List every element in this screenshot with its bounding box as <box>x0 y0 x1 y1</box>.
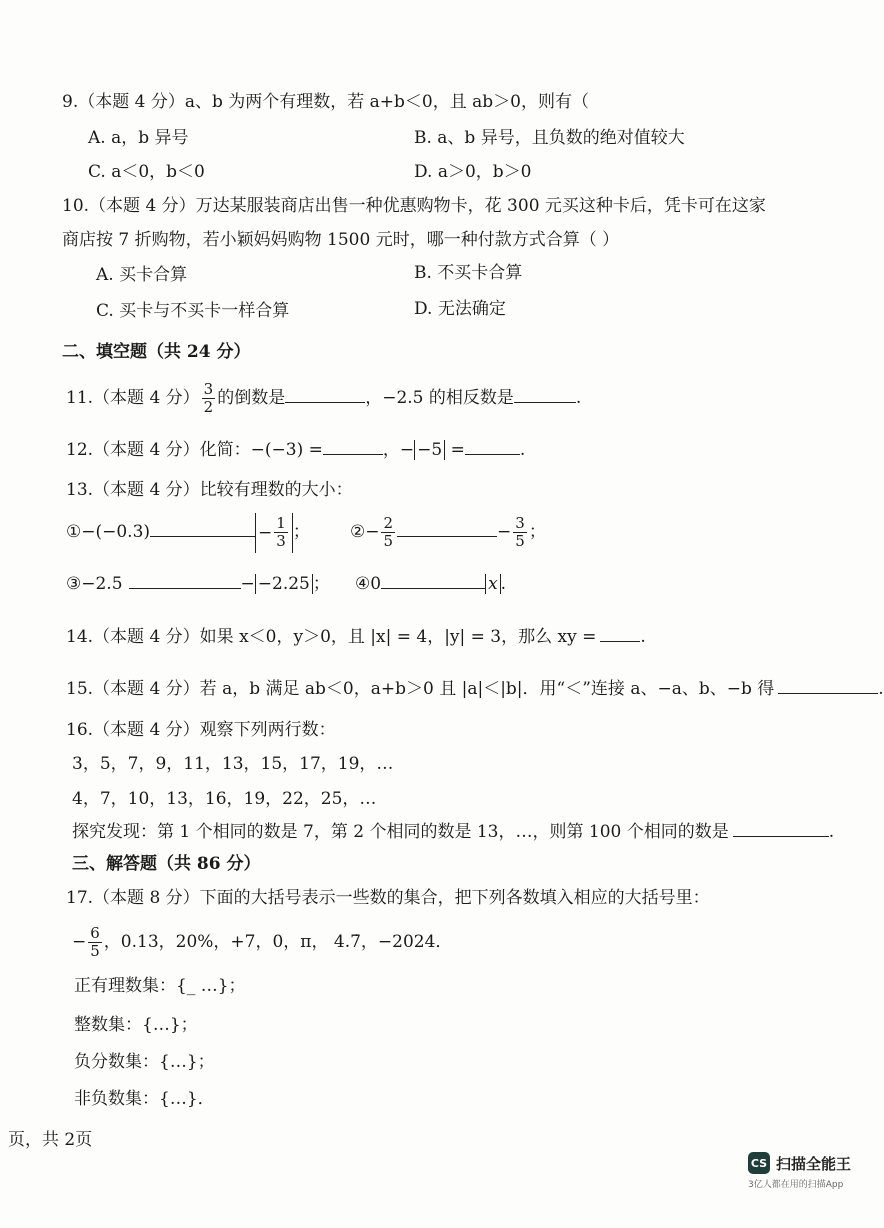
set-integer: 整数集：{…}； <box>74 1015 198 1035</box>
fraction-denominator: 5 <box>515 532 525 550</box>
fraction-denominator: 5 <box>383 532 394 550</box>
minus-sign: − <box>72 932 87 952</box>
answer-blank[interactable] <box>514 384 576 403</box>
fraction-denominator: 3 <box>276 532 286 550</box>
question-16-stem: 16.（本题 4 分）观察下列两行数： <box>66 720 336 740</box>
scanner-watermark <box>748 1152 851 1174</box>
number-list: ，0.13，20%，+7，0，π， 4.7̇，−2024． <box>103 932 453 952</box>
absolute-value: x <box>485 574 501 594</box>
question-10-option-d: D. 无法确定 <box>414 299 506 319</box>
answer-blank[interactable] <box>465 436 520 455</box>
fraction-numerator: 1 <box>276 514 286 532</box>
period: . <box>640 627 646 647</box>
minus-sign: − <box>240 574 255 594</box>
semicolon: ； <box>292 522 310 542</box>
question-10-stem-line1: 10.（本题 4 分）万达某服装商店出售一种优惠购物卡，花 300 元买这种卡后，凭卡可在这家 <box>62 196 766 216</box>
fraction-2-5 <box>381 515 395 550</box>
scanner-app-tagline: 3亿人都在用的扫描App <box>748 1180 844 1190</box>
set-positive-rational: 正有理数集：{_ …}； <box>74 976 246 996</box>
fraction-numerator: 3 <box>515 514 525 532</box>
question-13-part-4 <box>355 570 506 596</box>
answer-blank[interactable] <box>600 623 640 642</box>
minus-sign: − <box>497 522 512 542</box>
question-16-row-2: 4，7，10，13，16，19，22，25，… <box>72 789 377 809</box>
question-16-row-1: 3，5，7，9，11，13，15，17，19，… <box>72 754 394 774</box>
set-negative-fraction: 负分数集：{…}； <box>74 1052 215 1072</box>
part-1-label: ①−(−0.3) <box>66 522 151 542</box>
minus-sign: − <box>399 440 415 460</box>
part-4-label: ④0 <box>355 574 382 594</box>
answer-blank[interactable] <box>381 570 485 589</box>
fraction-denominator: 5 <box>90 942 100 960</box>
fraction-numerator: 3 <box>203 380 214 398</box>
period: . <box>575 388 582 408</box>
answer-blank[interactable] <box>397 518 497 537</box>
answer-blank[interactable] <box>323 436 383 455</box>
semicolon: ； <box>312 574 330 594</box>
question-10-option-a: A. 买卡合算 <box>96 265 188 285</box>
camscanner-logo-icon: CS <box>748 1152 770 1174</box>
fraction-3-5 <box>513 515 527 550</box>
question-10-option-b: B. 不买卡合算 <box>414 263 523 283</box>
answer-blank[interactable] <box>733 818 829 837</box>
minus-sign: − <box>258 522 273 543</box>
question-12 <box>66 436 525 462</box>
question-14 <box>66 623 646 649</box>
period: . <box>500 574 507 594</box>
question-9-option-d: D. a＞0，b＞0 <box>414 162 532 182</box>
equals-sign: = <box>445 440 465 460</box>
question-17-numbers <box>72 922 452 962</box>
question-13-part-2 <box>350 512 546 552</box>
question-12-expr1: −(−3) = <box>250 440 323 460</box>
answer-blank[interactable] <box>285 384 365 403</box>
question-12-prefix: 12.（本题 4 分）化简： <box>66 440 251 460</box>
question-17-stem: 17.（本题 8 分）下面的大括号表示一些数的集合，把下列各数填入相应的大括号里： <box>66 888 710 908</box>
question-16-explore-text: 探究发现：第 1 个相同的数是 7，第 2 个相同的数是 13，…，则第 100 个相同的数是 <box>72 822 729 842</box>
question-9-option-a: A. a，b 异号 <box>88 128 189 148</box>
absolute-value: −5 <box>414 440 445 460</box>
question-13-stem: 13.（本题 4 分）比较有理数的大小： <box>66 480 353 500</box>
fraction-3-2 <box>202 381 216 416</box>
section-fill-in-heading: 二、填空题（共 24 分） <box>62 342 251 362</box>
question-15-text: 15.（本题 4 分）若 a，b 满足 ab＜0，a+b＞0 且 |a|＜|b|．用“＜”连接 a、−a、b、−b 得 <box>66 679 775 699</box>
period: . <box>878 679 884 699</box>
question-11-text-reciprocal: 的倒数是 <box>217 388 286 408</box>
answer-blank[interactable] <box>129 570 241 589</box>
absolute-value: −2.25 <box>255 574 313 594</box>
question-10-stem-line2: 商店按 7 折购物，若小颖妈妈购物 1500 元时，哪一种付款方式合算（ ） <box>62 230 620 250</box>
question-11-text-opposite: ，−2.5 的相反数是 <box>365 388 514 408</box>
part-3-label: ③−2.5 <box>66 574 123 594</box>
section-answer-heading: 三、解答题（共 86 分） <box>72 854 261 874</box>
fraction-6-5 <box>88 925 102 960</box>
fraction-denominator: 2 <box>203 398 214 416</box>
part-2-label: ②− <box>350 522 380 542</box>
answer-blank[interactable] <box>778 675 878 694</box>
question-15 <box>66 675 884 701</box>
absolute-value <box>255 513 293 553</box>
question-16-explore <box>72 818 834 844</box>
question-9-option-b: B. a、b 异号，且负数的绝对值较大 <box>414 128 685 148</box>
question-14-text: 14.（本题 4 分）如果 x＜0，y＞0，且 |x| = 4，|y| = 3，那么 xy = <box>66 627 597 647</box>
question-9-option-c: C. a＜0，b＜0 <box>88 162 205 182</box>
fraction-numerator: 2 <box>383 514 394 532</box>
period: . <box>828 822 835 842</box>
semicolon: ； <box>528 522 546 542</box>
answer-blank[interactable] <box>150 518 255 537</box>
question-11 <box>66 378 581 418</box>
fraction-numerator: 6 <box>90 924 100 942</box>
separator: ， <box>382 440 400 460</box>
question-13-part-3 <box>66 570 330 596</box>
scanner-app-name: 扫描全能王 <box>776 1154 852 1173</box>
set-non-negative: 非负数集：{…}． <box>74 1089 215 1109</box>
question-13-part-1 <box>66 512 310 552</box>
page-footer: 页，共 2页 <box>8 1130 93 1150</box>
fraction-1-3 <box>274 515 288 550</box>
question-11-prefix: 11.（本题 4 分） <box>66 388 200 408</box>
period: . <box>519 440 526 460</box>
question-9-stem: 9.（本题 4 分）a、b 为两个有理数，若 a+b＜0，且 ab＞0，则有（ <box>62 92 589 112</box>
question-10-option-c: C. 买卡与不买卡一样合算 <box>96 301 290 321</box>
